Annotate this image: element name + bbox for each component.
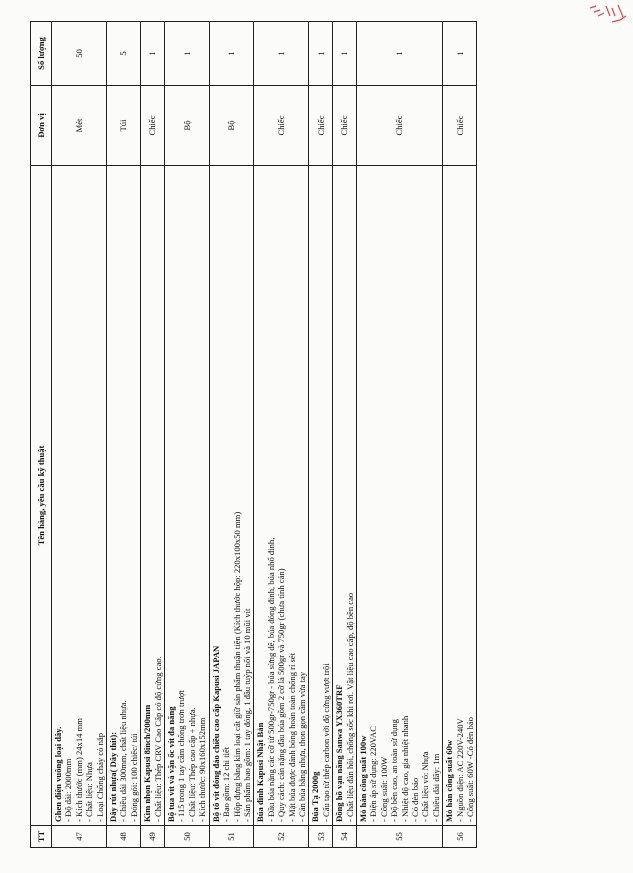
row-number: 52 [254,826,309,848]
spec-line: - Nguồn điện: AC 220V-240V [454,718,465,822]
item-spec-cell [52,166,107,826]
spec-line: - Nhiệt độ cao, gia nhiệt nhanh [399,715,410,822]
row-number: 54 [333,826,357,848]
item-spec-cell [165,166,210,826]
spec-line: - Kích thước: 90x160x152mm [197,717,208,822]
unit-cell: Chiếc [356,86,442,166]
quantity-cell: 1 [333,22,357,86]
spec-line: - Độ bền cao, an toàn sử dụng [389,719,400,822]
item-name: Mỏ hàn công suất 60w [444,739,455,822]
row-number: 56 [443,826,477,848]
item-name: Mỏ hàn công suất 100w [357,735,368,822]
item-spec-cell [333,166,357,826]
row-number: 55 [356,826,442,848]
table-row [443,22,477,848]
unit-cell: Chiếc [141,86,165,166]
row-number: 49 [141,826,165,848]
unit-cell: Chiếc [254,86,309,166]
spec-line: - Mặt búa được đánh bóng hoàn toàn chống rỉ sét [286,652,297,822]
quantity-cell: 1 [141,22,165,86]
spec-line: - Cấu tạo từ thép carbon với độ cứng vượt trội [320,663,331,822]
item-spec-cell [309,166,333,826]
table-row [107,22,141,848]
spec-line: - Độ dài: 2000mm [63,758,74,822]
item-spec-cell [254,166,309,826]
spec-line: - Chất liệu vỏ: Nhựa [420,751,431,822]
item-name: Búa đinh Kapusi Nhật Bản [255,722,266,822]
spec-line: - Kích thước (mm) 24x14 mm [73,718,84,822]
table-row [309,22,333,848]
table-row [141,22,165,848]
row-number: 50 [165,826,210,848]
unit-cell: Bộ [209,86,254,166]
spec-line: - Điện áp sử dụng: 220VAC [368,726,379,822]
spec-line: - Đóng gói: 100 chiếc/ túi [128,733,139,822]
header-spec: Tên hàng, yêu cầu kỹ thuật [31,166,52,826]
spec-line: - Sản phẩm bao gồm: 1 tay đóng, 1 đầu tuýp nối và 10 mũi vít [241,608,252,822]
item-name: Bộ tô vít đóng đảo chiều cao cấp Kapusi JAPAN [210,645,221,822]
spec-line: - Loại Chống cháy có nắp [94,732,105,822]
spec-line: - Có đèn báo [410,777,420,822]
unit-cell: Chiếc [443,86,477,166]
spec-line: - Chiều dài dây: 1m [430,753,441,822]
table-row [52,22,107,848]
item-spec-cell [141,166,165,826]
row-number: 48 [107,826,141,848]
row-number: 53 [309,826,333,848]
spec-line: - Cán búa bằng nhựa, thon gọn cầm vừa tay [296,671,307,822]
spec-line: - Hộp đựng bằng kim loại cất giữ sản phẩm thuận tiện (Kích thước hộp: 220x100x50 mm) [231,511,242,822]
item-spec-cell [356,166,442,826]
item-name: Búa Tạ 2000g [310,771,321,822]
spec-line: - 115 trong 1 tay cầm chống trơn trượt [176,690,187,822]
header-qty: Số lượng [31,22,52,86]
spec-line: - Chất liệu: Nhựa [84,762,95,822]
item-name: Dây rút nhựa( Dây thít): [108,731,119,822]
unit-cell: Chiếc [333,86,357,166]
spec-line: - Chất liệu: Thép cao cấp + nhựa. [186,707,197,822]
quantity-cell: 1 [309,22,333,86]
header-stt: TT [31,826,52,848]
item-spec-cell [443,166,477,826]
quantity-cell: 1 [209,22,254,86]
quantity-cell: 1 [356,22,442,86]
table-row [209,22,254,848]
quantity-cell: 1 [254,22,309,86]
item-name: Ghen điện vuông loại dây. [53,726,63,822]
spec-line: - Chất liệu đàn hồi, chống sốc khi rơi. Vật liệu cao cấp, độ bền cao [344,592,355,822]
spec-line: - Chiều dài 300mm, chất liệu nhựa. [118,700,129,822]
unit-cell: Bộ [165,86,210,166]
spec-line: - Công suất: 100W [378,756,389,822]
item-spec-cell [209,166,254,826]
item-name: Đồng hồ vạn năng Sanwa YX360TRF [334,684,345,822]
spec-line: - Chất liệu: Thép CRV Cao Cấp có độ cứng cao. [152,656,163,822]
spec-line: - Đầu búa nặng các cỡ từ 500gr-750gr - búa sừng dê, búa đóng đinh, búa nhổ đinh, [265,537,276,822]
unit-cell: Chiếc [309,86,333,166]
quantity-cell: 5 [107,22,141,86]
table-row [333,22,357,848]
spec-line: - Quy cách: cán nặng đầu búa gồm 2 cỡ là 500gr và 750gr (chưa tính cán) [276,568,287,822]
row-number: 51 [209,826,254,848]
table-row [254,22,309,848]
row-number: 47 [52,826,107,848]
item-spec-cell [107,166,141,826]
item-name: Bộ tua vít và vặn ốc vít đa năng [166,706,177,822]
unit-cell: Túi [107,86,141,166]
unit-cell: Mét [52,86,107,166]
header-unit: Đơn vị [31,86,52,166]
quantity-cell: 50 [52,22,107,86]
specification-table [30,21,477,848]
table-header-row [31,22,52,848]
quantity-cell: 1 [165,22,210,86]
quantity-cell: 1 [443,22,477,86]
spec-line: - Bao gồm: 12 chi tiết [221,746,232,822]
table-row [356,22,442,848]
rotated-table-container [30,22,598,848]
spec-line: - Công suất: 60W -Có đèn báo [465,717,476,822]
table-row [165,22,210,848]
item-name: Kìm nhọn Kapusi 8inch/200mm [142,704,153,822]
